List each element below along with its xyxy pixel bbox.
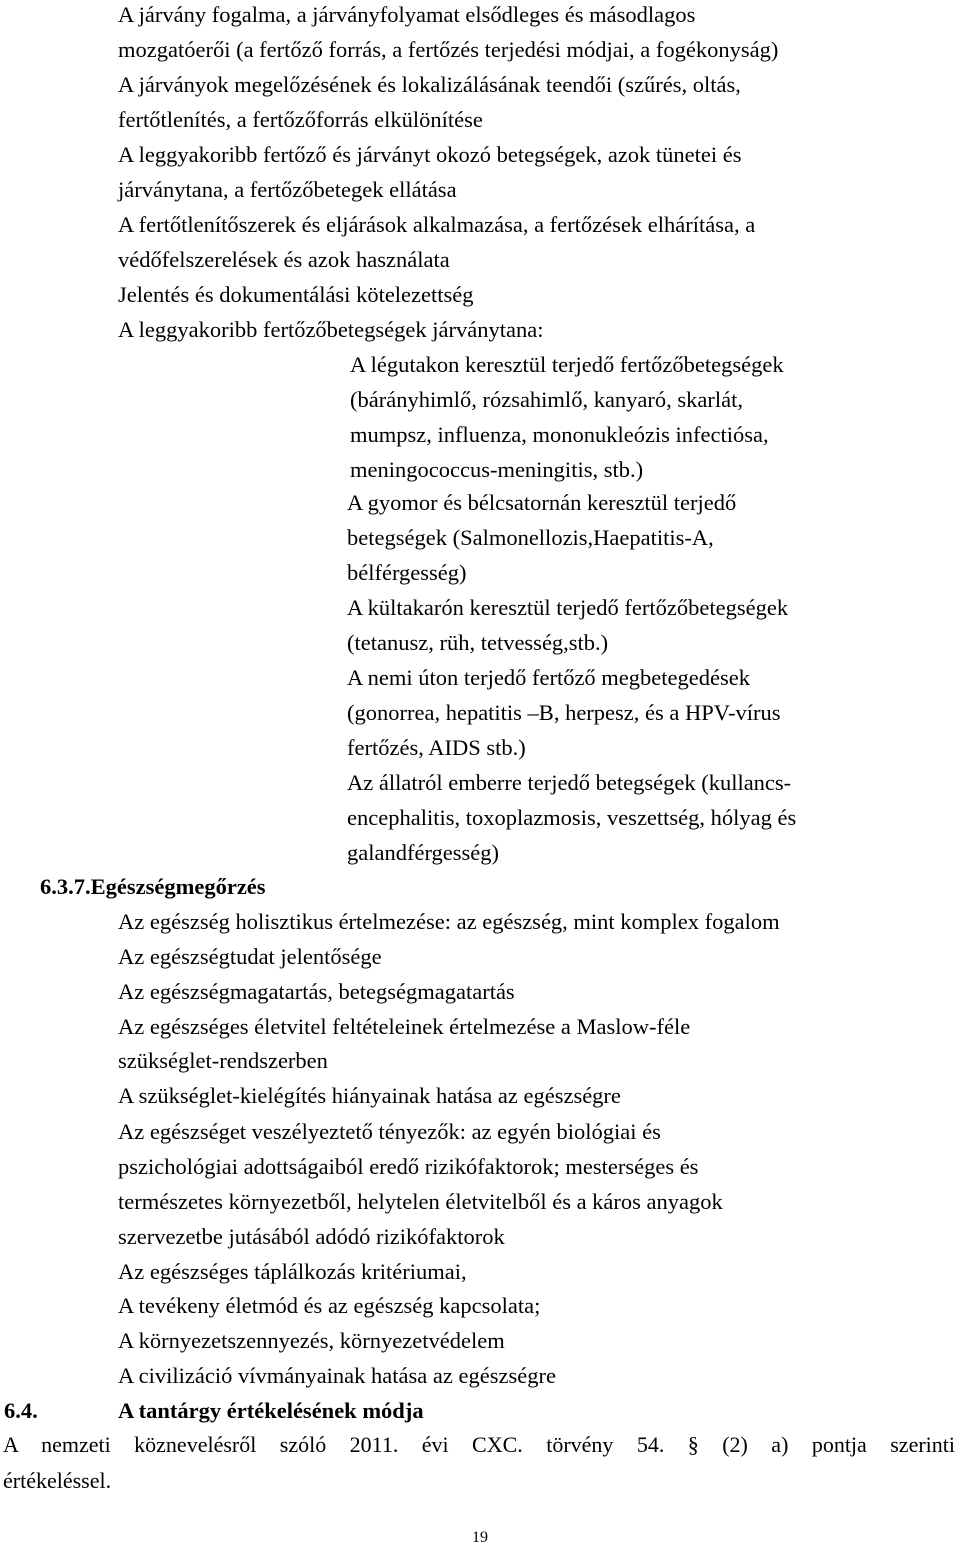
text-line: encephalitis, toxoplazmosis, veszettség, hólyag és <box>347 805 797 830</box>
text-line: pszichológiai adottságaiból eredő rizikófaktorok; mesterséges és <box>118 1154 699 1179</box>
text-line: A környezetszennyezés, környezetvédelem <box>118 1328 505 1353</box>
text-line: védőfelszerelések és azok használata <box>118 247 450 272</box>
text-line: mozgatóerői (a fertőző forrás, a fertőzés terjedési módjai, a fogékonyság) <box>118 37 779 62</box>
text-line: meningococcus-meningitis, stb.) <box>350 457 644 482</box>
text-line: járványtana, a fertőzőbetegek ellátása <box>118 177 457 202</box>
text-line: Az egészségtudat jelentősége <box>118 944 382 969</box>
text-line: Jelentés és dokumentálási kötelezettség <box>118 282 474 307</box>
text-line: (bárányhimlő, rózsahimlő, kanyaró, skarlát, <box>350 387 744 412</box>
text-line: szükséglet-rendszerben <box>118 1048 328 1073</box>
text-line: Az egészség holisztikus értelmezése: az egészség, mint komplex fogalom <box>118 909 780 934</box>
page-number: 19 <box>472 1529 488 1546</box>
text-line: fertőzés, AIDS stb.) <box>347 735 526 760</box>
final-paragraph-end: értékeléssel. <box>3 1468 112 1493</box>
text-line: betegségek (Salmonellozis,Haepatitis-A, <box>347 525 714 550</box>
text-line: (gonorrea, hepatitis –B, herpesz, és a HPV-vírus <box>347 700 781 725</box>
section-heading-637: 6.3.7.Egészségmegőrzés <box>40 874 266 899</box>
text-line: A civilizáció vívmányainak hatása az egészségre <box>118 1363 556 1388</box>
section-heading-64: A tantárgy értékelésének módja <box>118 1398 424 1423</box>
text-line: A járványok megelőzésének és lokalizálásának teendői (szűrés, oltás, <box>118 72 741 97</box>
text-line: bélférgesség) <box>347 560 467 585</box>
text-line: szervezetbe jutásából adódó rizikófaktorok <box>118 1224 505 1249</box>
text-line: mumpsz, influenza, mononukleózis infectiósa, <box>350 422 769 447</box>
text-line: A járvány fogalma, a járványfolyamat elsődleges és másodlagos <box>118 2 696 27</box>
text-line: A leggyakoribb fertőző és járványt okozó betegségek, azok tünetei és <box>118 142 742 167</box>
text-line: A fertőtlenítőszerek és eljárások alkalmazása, a fertőzések elhárítása, a <box>118 212 756 237</box>
text-line: Az egészséges életvitel feltételeinek értelmezése a Maslow-féle <box>118 1014 691 1039</box>
text-line: természetes környezetből, helytelen életvitelből és a káros anyagok <box>118 1189 723 1214</box>
text-line: A nemi úton terjedő fertőző megbetegedések <box>347 665 750 690</box>
text-line: galandférgesség) <box>347 840 500 865</box>
text-line: A tevékeny életmód és az egészség kapcsolata; <box>118 1293 541 1318</box>
text-line: A kültakarón keresztül terjedő fertőzőbetegségek <box>347 595 789 620</box>
text-line: A szükséglet-kielégítés hiányainak hatása az egészségre <box>118 1083 621 1108</box>
section-number-64: 6.4. <box>4 1398 38 1423</box>
text-line: A légutakon keresztül terjedő fertőzőbetegségek <box>350 352 784 377</box>
text-line: Az állatról emberre terjedő betegségek (kullancs- <box>347 770 792 795</box>
text-line: fertőtlenítés, a fertőzőforrás elkülönítése <box>118 107 483 132</box>
text-line: Az egészséges táplálkozás kritériumai, <box>118 1259 467 1284</box>
text-line: Az egészséget veszélyeztető tényezők: az egyén biológiai és <box>118 1119 661 1144</box>
text-line: A leggyakoribb fertőzőbetegségek járványtana: <box>118 317 544 342</box>
text-line: Az egészségmagatartás, betegségmagatartás <box>118 979 515 1004</box>
text-line: A gyomor és bélcsatornán keresztül terjedő <box>347 490 737 515</box>
final-paragraph-line: A nemzeti köznevelésről szóló 2011. évi CXC. törvény 54. § (2) a) pontja szerinti <box>3 1432 955 1457</box>
text-line: (tetanusz, rüh, tetvesség,stb.) <box>347 630 609 655</box>
